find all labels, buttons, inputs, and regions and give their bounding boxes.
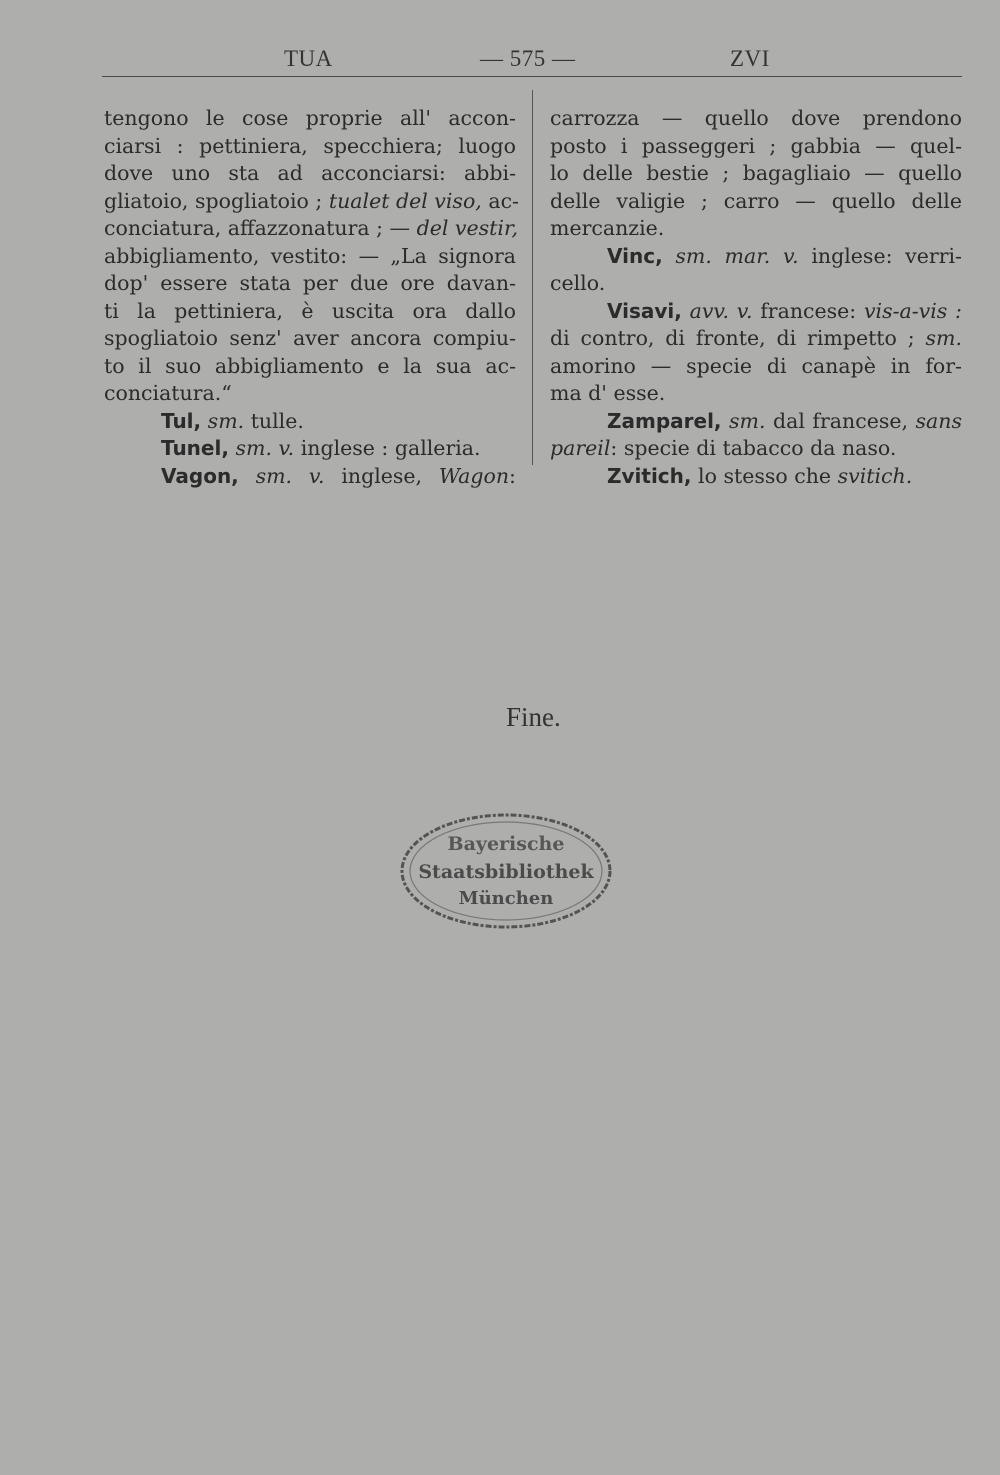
entry-zamparel: Zamparel, sm. dal francese, sans — [607, 408, 962, 433]
entry-visavi: Visavi, avv. v. francese: vis-a-vis : — [607, 298, 962, 323]
left-column — [104, 105, 519, 490]
text-line: conciatura.“ — [104, 381, 232, 405]
text-line: mercanzie. — [550, 216, 665, 240]
entry-tunel: Tunel, sm. v. inglese : galleria. — [161, 436, 481, 460]
header-left-guideword: TUA — [284, 46, 333, 71]
text-line: ciarsi : pettiniera, specchiera; luogo — [104, 133, 516, 158]
text-line: lo delle bestie ; bagagliaio — quello — [550, 161, 962, 185]
text-line: delle valigie ; carro — quello delle — [550, 188, 962, 213]
library-stamp — [396, 808, 616, 934]
text-line: ma d' esse. — [550, 381, 666, 405]
text-line: spogliatoio senz' aver ancora compiu- — [104, 326, 516, 350]
headword: Zamparel, — [607, 408, 722, 433]
text-line: di contro, di fronte, di rimpetto ; sm. — [550, 326, 962, 350]
text-line: to il suo abbigliamento e la sua ac- — [104, 353, 516, 378]
text-line: dove uno sta ad acconciarsi: abbi- — [104, 161, 516, 185]
entry-vagon: Vagon, sm. v. inglese, Wagon: — [161, 463, 516, 488]
text-line: tengono le cose proprie all' accon- — [104, 106, 516, 130]
headword: Visavi, — [607, 298, 682, 323]
text-line: ti la pettiniera, è uscita ora dallo — [104, 298, 516, 323]
right-column — [550, 105, 962, 490]
headword: Zvitich, — [607, 463, 692, 488]
page-number: — 575 — — [480, 46, 576, 71]
text-line: cello. — [550, 271, 606, 295]
stamp-line-1: Bayerische — [447, 833, 565, 855]
header-right-guideword: ZVI — [730, 46, 770, 71]
stamp-line-3: München — [458, 888, 554, 909]
running-header — [102, 46, 962, 76]
text-line: gliatoio, spogliatoio ; tualet del viso, ac- — [104, 188, 519, 213]
text-line: dop' essere stata per due ore davan- — [104, 271, 516, 295]
entry-vinc: Vinc, sm. mar. v. inglese: verri- — [607, 243, 962, 268]
headword: Tunel, — [161, 436, 229, 460]
headword: Tul, — [161, 408, 202, 433]
column-divider — [532, 90, 533, 465]
header-rule — [102, 76, 962, 77]
text-line: amorino — specie di canapè in for- — [550, 353, 962, 378]
text-line: pareil: specie di tabacco da naso. — [550, 436, 897, 460]
text-line: conciatura, affazzonatura ; — del vestir, — [104, 216, 519, 240]
stamp-line-2: Staatsbibliothek — [418, 861, 594, 883]
end-mark: Fine. — [506, 702, 561, 732]
text-line: posto i passeggeri ; gabbia — quel- — [550, 133, 962, 158]
text-line: carrozza — quello dove prendono — [550, 106, 962, 130]
headword: Vagon, — [161, 463, 239, 488]
headword: Vinc, — [607, 243, 663, 268]
text-line: abbigliamento, vestito: — „La signora — [104, 243, 516, 268]
entry-zvitich: Zvitich, lo stesso che svitich. — [607, 463, 913, 488]
entry-tul: Tul, sm. tulle. — [161, 408, 304, 433]
